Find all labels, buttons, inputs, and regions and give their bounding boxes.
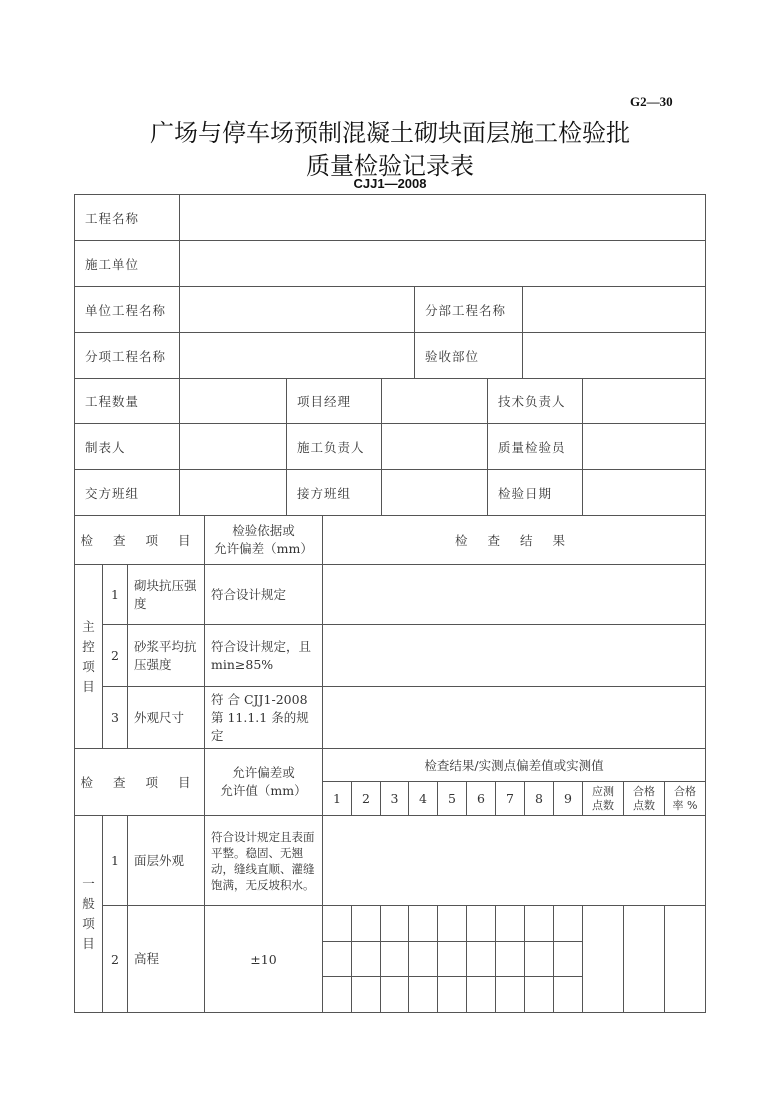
point-column-header-text: 9 [564, 791, 572, 806]
field-project-name[interactable] [179, 194, 706, 241]
measurement-cell[interactable] [351, 905, 381, 942]
general-row-tolerance [204, 905, 323, 1013]
main-row-basis-text: 符 合 CJJ1-2008 第 11.1.1 条的规定 [211, 691, 309, 743]
label-unit-project-name [74, 286, 180, 333]
field-unit-project-name[interactable] [179, 286, 415, 333]
field-acceptance-part[interactable] [522, 332, 706, 379]
main-row-result-field[interactable] [322, 686, 706, 749]
general-row-tolerance [204, 815, 323, 906]
label-technical-lead-text: 技术负责人 [498, 394, 566, 409]
measurement-cell[interactable] [408, 905, 438, 942]
summary-column-header-text: 应测 点数 [592, 784, 614, 812]
summary-column-header [582, 781, 624, 816]
title-line-1: 广场与停车场预制混凝土砌块面层施工检验批 [150, 119, 630, 147]
main-row-number [102, 624, 128, 687]
summary-column-header [664, 781, 706, 816]
label-handover-team [74, 469, 180, 516]
summary-cell[interactable] [582, 905, 624, 1013]
measurement-cell[interactable] [437, 976, 467, 1013]
main-header-basis [204, 515, 323, 565]
general-group-label [74, 815, 103, 1013]
label-inspection-date [487, 469, 583, 516]
measurement-cell[interactable] [466, 976, 496, 1013]
general-row-tolerance-text: ±10 [250, 951, 277, 967]
general-row-item [127, 815, 205, 906]
measurement-cell[interactable] [408, 941, 438, 977]
summary-cell[interactable] [623, 905, 665, 1013]
general-row-number-text: 1 [111, 853, 119, 868]
point-column-header-text: 6 [477, 791, 485, 806]
general-row-item-text: 面层外观 [134, 852, 185, 868]
label-unit-project-name-text: 单位工程名称 [85, 302, 167, 318]
general-header-tolerance-text: 允许偏差或 允许值（mm） [220, 765, 307, 798]
measurement-cell[interactable] [466, 905, 496, 942]
measurement-cell[interactable] [524, 976, 554, 1013]
main-row-basis [204, 564, 323, 625]
main-row-item-text: 外观尺寸 [134, 709, 185, 725]
field-preparer[interactable] [179, 423, 287, 470]
main-row-item-text: 砂浆平均抗压强度 [134, 638, 197, 672]
measurement-cell[interactable] [495, 941, 525, 977]
main-row-basis [204, 686, 323, 749]
label-project-name [74, 194, 180, 241]
main-group-label [74, 564, 103, 749]
point-column-header-text: 5 [448, 791, 456, 806]
point-column-header-text: 3 [390, 791, 399, 806]
general-row-number [102, 815, 128, 906]
field-technical-lead[interactable] [582, 378, 706, 424]
measurement-cell[interactable] [322, 976, 352, 1013]
general-row-item [127, 905, 205, 1013]
field-subitem-project-name[interactable] [179, 332, 415, 379]
main-header-result-text: 检 查 结 果 [455, 533, 573, 548]
general-row-number [102, 905, 128, 1013]
main-header-result [322, 515, 706, 565]
main-row-number [102, 686, 128, 749]
label-quantity [74, 378, 180, 424]
standard-code: CJJ1—2008 [353, 176, 427, 191]
main-row-basis-text: 符合设计规定 [211, 586, 287, 602]
measurement-cell[interactable] [351, 976, 381, 1013]
main-row-basis [204, 624, 323, 687]
measurement-cell[interactable] [495, 976, 525, 1013]
label-construction-lead-text: 施工负责人 [297, 439, 365, 455]
label-subitem-project-name-text: 分项工程名称 [85, 348, 167, 364]
label-acceptance-part [414, 332, 523, 379]
main-row-number-text: 1 [111, 587, 119, 602]
title-line-2: 质量检验记录表 [306, 152, 474, 180]
field-receiving-team[interactable] [381, 469, 488, 516]
general-header-result-text: 检查结果/实测点偏差值或实测值 [424, 758, 604, 773]
label-quantity-text: 工程数量 [85, 394, 140, 409]
general-row-tolerance-text: 符合设计规定且表面平整。稳固、无翘动，缝线直顺、灌缝饱满，无反坡积水。 [211, 829, 315, 892]
label-project-manager [286, 378, 382, 424]
point-column-header [351, 781, 381, 816]
label-preparer [74, 423, 180, 470]
label-division-project-name [414, 286, 523, 333]
point-column-header [524, 781, 554, 816]
general-header-item-text: 检 查 项 目 [80, 775, 199, 790]
point-column-header-text: 8 [535, 791, 543, 806]
measurement-cell[interactable] [437, 941, 467, 977]
general-header-item [74, 748, 205, 816]
label-quality-inspector-text: 质量检验员 [498, 439, 566, 455]
field-construction-lead[interactable] [381, 423, 488, 470]
measurement-cell[interactable] [553, 976, 583, 1013]
measurement-cell[interactable] [553, 905, 583, 942]
summary-column-header [623, 781, 665, 816]
main-row-number-text: 2 [111, 648, 119, 663]
main-row-result-field[interactable] [322, 624, 706, 687]
label-handover-team-text: 交方班组 [85, 485, 140, 501]
main-row-item [127, 564, 205, 625]
general-header-tolerance [204, 748, 323, 816]
label-technical-lead [487, 378, 583, 424]
field-quantity[interactable] [179, 378, 287, 424]
point-column-header-text: 1 [333, 791, 341, 806]
point-column-header-text: 4 [419, 791, 427, 806]
main-header-basis-text: 检验依据或 允许偏差（mm） [214, 523, 313, 556]
point-column-header-text: 2 [362, 791, 370, 806]
point-column-header-text: 7 [506, 791, 514, 806]
measurement-cell[interactable] [466, 941, 496, 977]
main-row-result-field[interactable] [322, 564, 706, 625]
label-receiving-team [286, 469, 382, 516]
point-column-header [466, 781, 496, 816]
measurement-cell[interactable] [380, 941, 409, 977]
measurement-cell[interactable] [495, 905, 525, 942]
main-row-item [127, 624, 205, 687]
measurement-cell[interactable] [524, 905, 554, 942]
measurement-cell[interactable] [351, 941, 381, 977]
measurement-cell[interactable] [524, 941, 554, 977]
form-code: G2—30 [630, 94, 673, 109]
measurement-cell[interactable] [437, 905, 467, 942]
label-construction-unit [74, 240, 180, 287]
main-group-label-text: 主 控 项 目 [82, 618, 95, 694]
label-acceptance-part-text: 验收部位 [425, 348, 480, 364]
label-construction-lead [286, 423, 382, 470]
measurement-cell[interactable] [380, 976, 409, 1013]
general-header-result [322, 748, 706, 782]
field-division-project-name[interactable] [522, 286, 706, 333]
summary-column-header-text: 合格 点数 [633, 784, 655, 812]
label-project-manager-text: 项目经理 [297, 394, 352, 409]
field-quality-inspector[interactable] [582, 423, 706, 470]
field-project-manager[interactable] [381, 378, 488, 424]
main-row-item-text: 砌块抗压强度 [134, 577, 197, 611]
measurement-cell[interactable] [380, 905, 409, 942]
field-handover-team[interactable] [179, 469, 287, 516]
field-construction-unit[interactable] [179, 240, 706, 287]
label-project-name-text: 工程名称 [85, 210, 140, 226]
point-column-header [553, 781, 583, 816]
label-preparer-text: 制表人 [85, 439, 126, 455]
main-row-item [127, 686, 205, 749]
measurement-cell[interactable] [322, 905, 352, 942]
point-column-header [322, 781, 352, 816]
main-header-item-text: 检 查 项 目 [80, 533, 199, 548]
field-inspection-date[interactable] [582, 469, 706, 516]
measurement-cell[interactable] [553, 941, 583, 977]
general-row-item-text: 高程 [134, 951, 160, 966]
label-receiving-team-text: 接方班组 [297, 485, 352, 501]
summary-cell[interactable] [664, 905, 706, 1013]
general-row-number-text: 2 [111, 951, 119, 967]
label-subitem-project-name [74, 332, 180, 379]
general-row-result-field[interactable] [322, 815, 706, 906]
label-quality-inspector [487, 423, 583, 470]
point-column-header [380, 781, 409, 816]
main-row-number [102, 564, 128, 625]
main-header-item [74, 515, 205, 565]
label-inspection-date-text: 检验日期 [498, 485, 553, 501]
measurement-cell[interactable] [408, 976, 438, 1013]
measurement-cell[interactable] [322, 941, 352, 977]
main-row-basis-text: 符合设计规定，且min≥85% [211, 638, 312, 672]
label-division-project-name-text: 分部工程名称 [425, 302, 507, 318]
main-row-number-text: 3 [111, 710, 119, 725]
point-column-header [495, 781, 525, 816]
general-group-label-text: 一 般 项 目 [82, 876, 95, 951]
point-column-header [437, 781, 467, 816]
summary-column-header-text: 合格 率 % [672, 784, 698, 812]
point-column-header [408, 781, 438, 816]
label-construction-unit-text: 施工单位 [85, 256, 140, 272]
